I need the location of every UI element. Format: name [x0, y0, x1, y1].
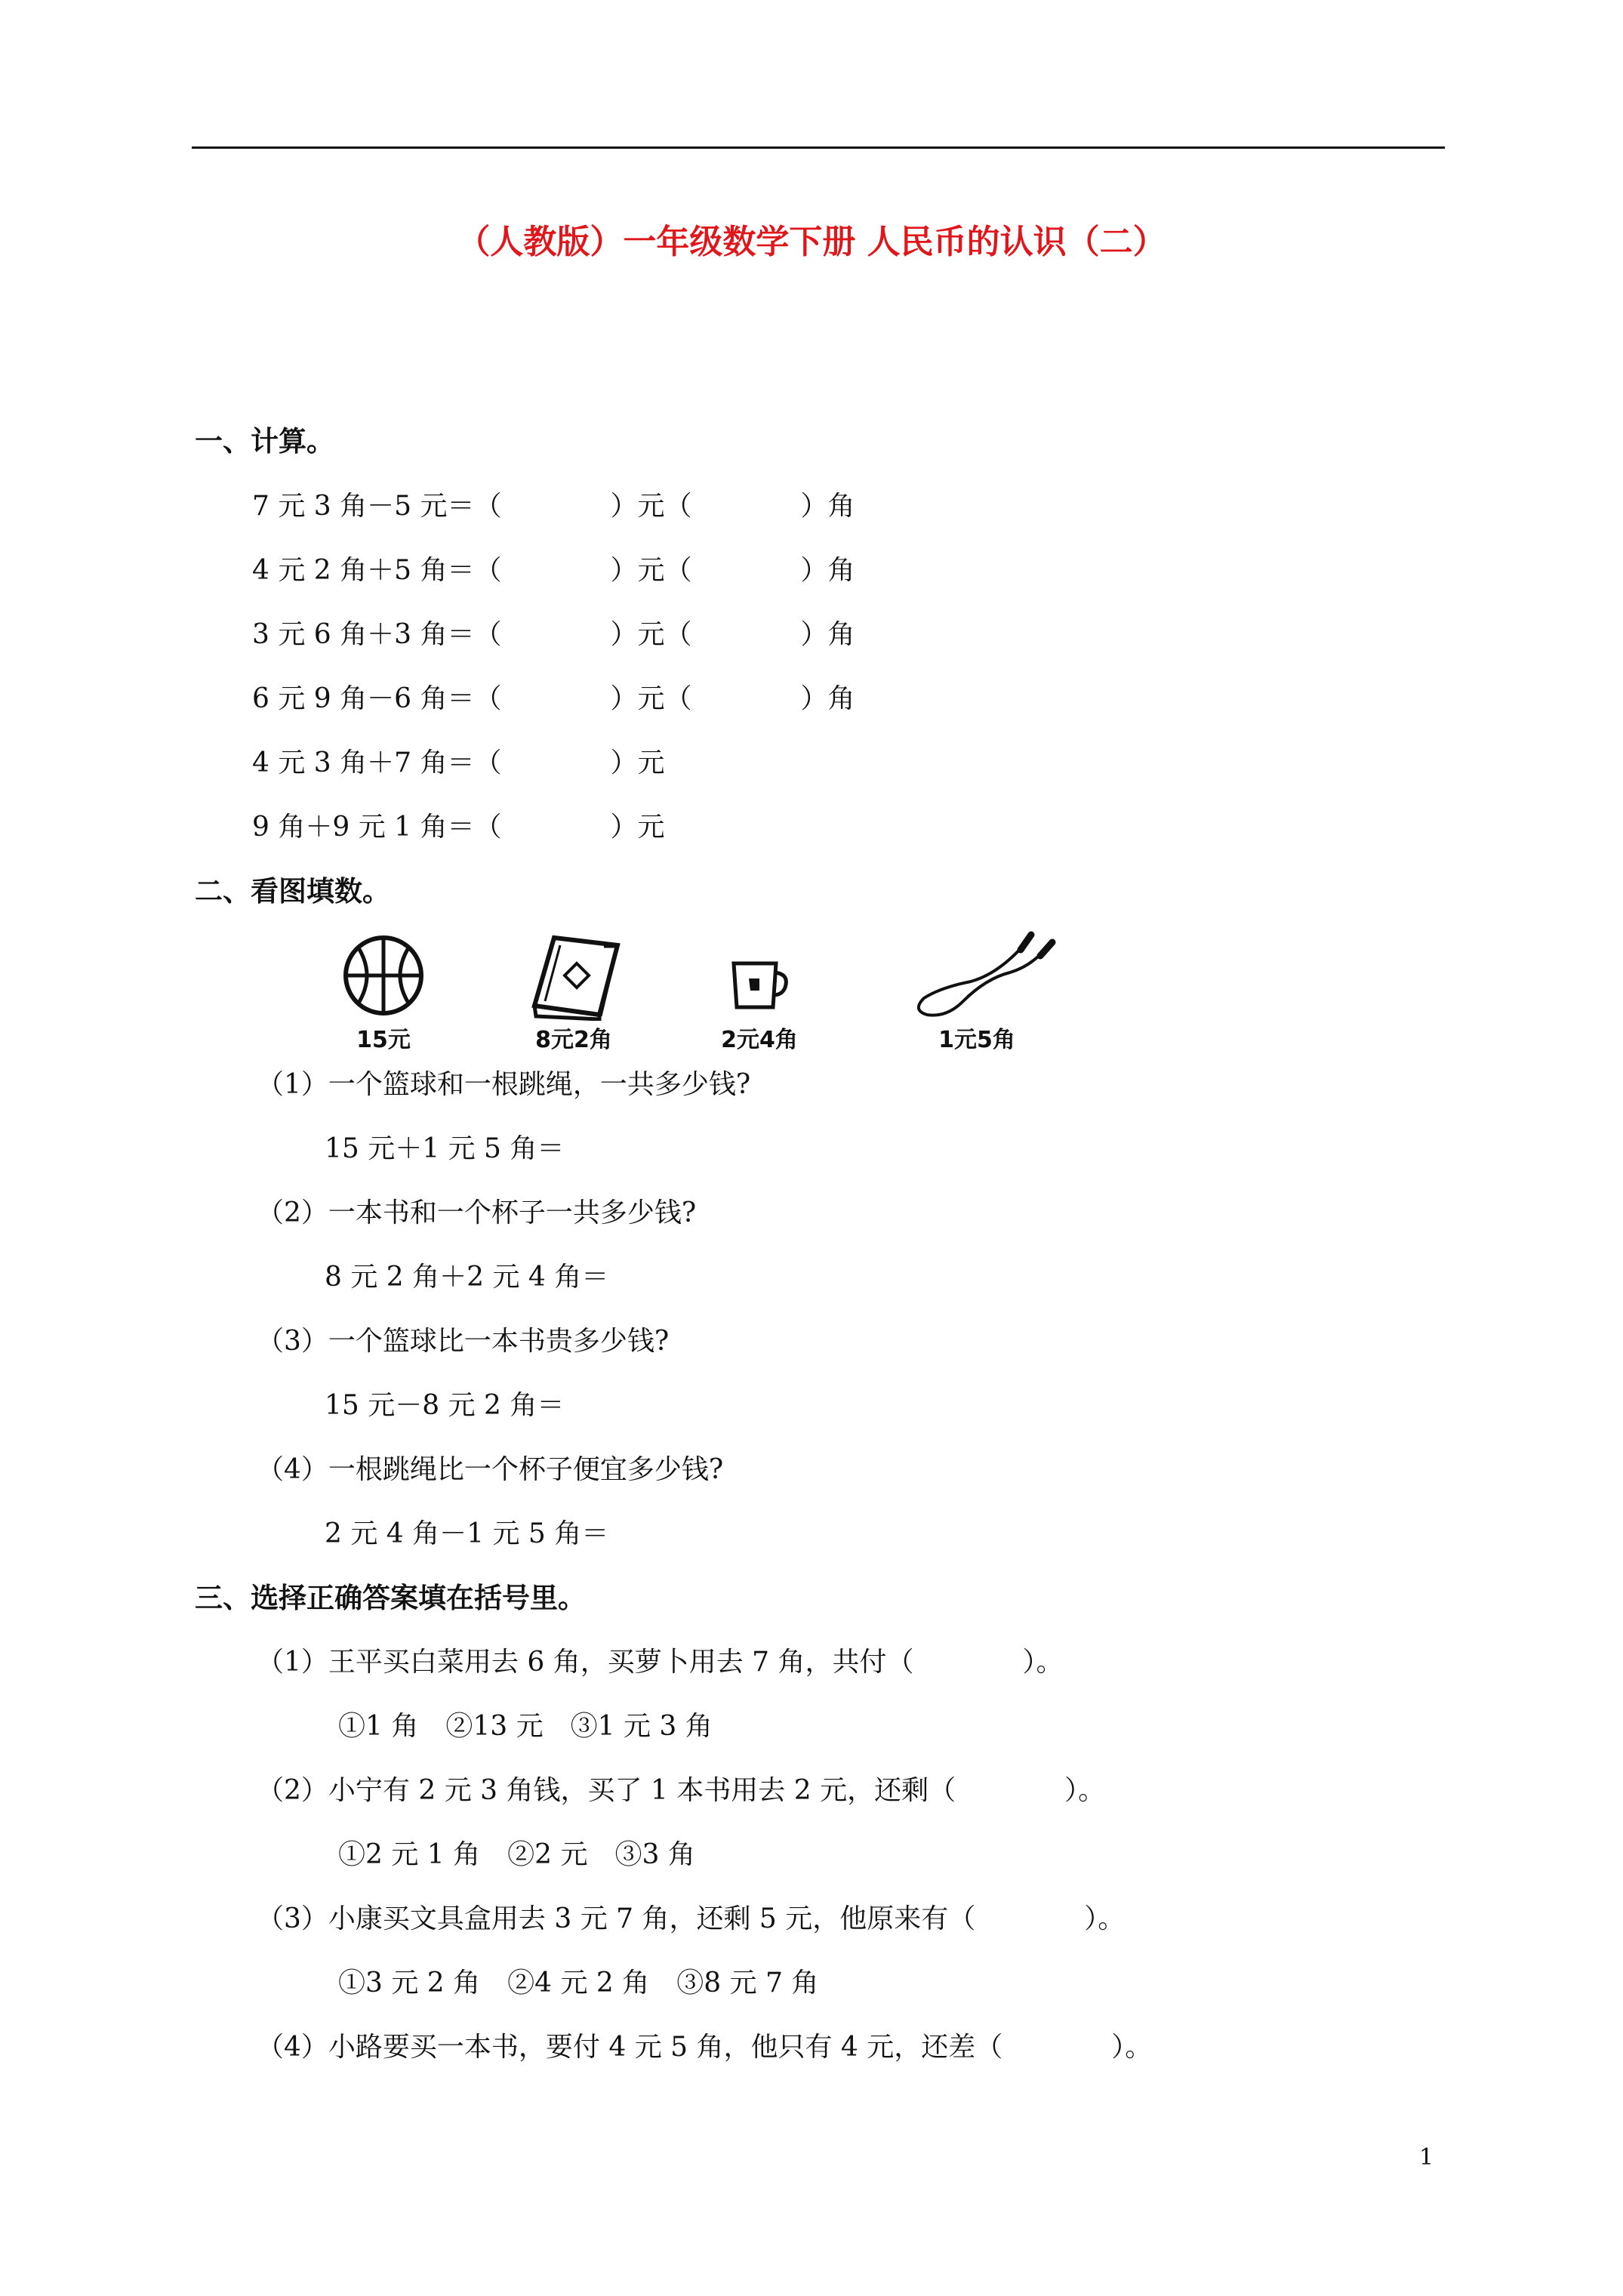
calc-item: 7 元 3 角－5 元＝（ ）元（ ）角 [252, 491, 855, 522]
section3-heading: 三、选择正确答案填在括号里。 [195, 1582, 586, 1614]
calc-item: 4 元 2 角＋5 角＝（ ）元（ ）角 [252, 555, 855, 586]
cup-icon [729, 959, 791, 1012]
question: （4）一根跳绳比一个杯子便宜多少钱? [257, 1454, 724, 1485]
answer-expression: 15 元＋1 元 5 角＝ [325, 1133, 565, 1164]
page-title: （人教版）一年级数学下册 人民币的认识（二） [457, 223, 1166, 261]
section1-heading: 一、计算。 [195, 425, 334, 458]
calc-item: 4 元 3 角＋7 角＝（ ）元 [252, 747, 665, 778]
section2-heading: 二、看图填数。 [195, 875, 390, 908]
choice-question: （2）小宁有 2 元 3 角钱，买了 1 本书用去 2 元，还剩（ ）。 [257, 1775, 1106, 1806]
question: （2）一本书和一个杯子一共多少钱? [257, 1197, 697, 1228]
book-price: 8元2角 [535, 1027, 612, 1053]
choice-question: （3）小康买文具盒用去 3 元 7 角，还剩 5 元，他原来有（ ）。 [257, 1903, 1126, 1934]
basketball-icon [341, 933, 426, 1018]
choice-options: ①1 角 ②13 元 ③1 元 3 角 [338, 1711, 713, 1742]
question: （1）一个篮球和一根跳绳，一共多少钱? [257, 1069, 751, 1100]
basketball-price: 15元 [356, 1027, 411, 1053]
choice-options: ①3 元 2 角 ②4 元 2 角 ③8 元 7 角 [338, 1968, 819, 1999]
jump-rope-price: 1元5角 [938, 1027, 1015, 1053]
question: （3）一个篮球比一本书贵多少钱? [257, 1326, 670, 1357]
answer-expression: 15 元－8 元 2 角＝ [325, 1390, 565, 1421]
calc-item: 6 元 9 角－6 角＝（ ）元（ ）角 [252, 683, 855, 714]
answer-expression: 8 元 2 角＋2 元 4 角＝ [325, 1262, 609, 1293]
header-rule [192, 146, 1445, 149]
book-icon [528, 933, 624, 1021]
page-number: 1 [1419, 2144, 1434, 2171]
choice-question: （4）小路要买一本书，要付 4 元 5 角，他只有 4 元，还差（ ）。 [257, 2032, 1153, 2063]
calc-item: 3 元 6 角＋3 角＝（ ）元（ ）角 [252, 619, 855, 650]
answer-expression: 2 元 4 角－1 元 5 角＝ [325, 1518, 609, 1549]
cup-price: 2元4角 [721, 1027, 798, 1053]
calc-item: 9 角＋9 元 1 角＝（ ）元 [252, 812, 665, 843]
choice-question: （1）王平买白菜用去 6 角，买萝卜用去 7 角，共付（ ）。 [257, 1647, 1064, 1678]
choice-options: ①2 元 1 角 ②2 元 ③3 角 [338, 1839, 695, 1870]
jump-rope-icon [910, 929, 1058, 1019]
